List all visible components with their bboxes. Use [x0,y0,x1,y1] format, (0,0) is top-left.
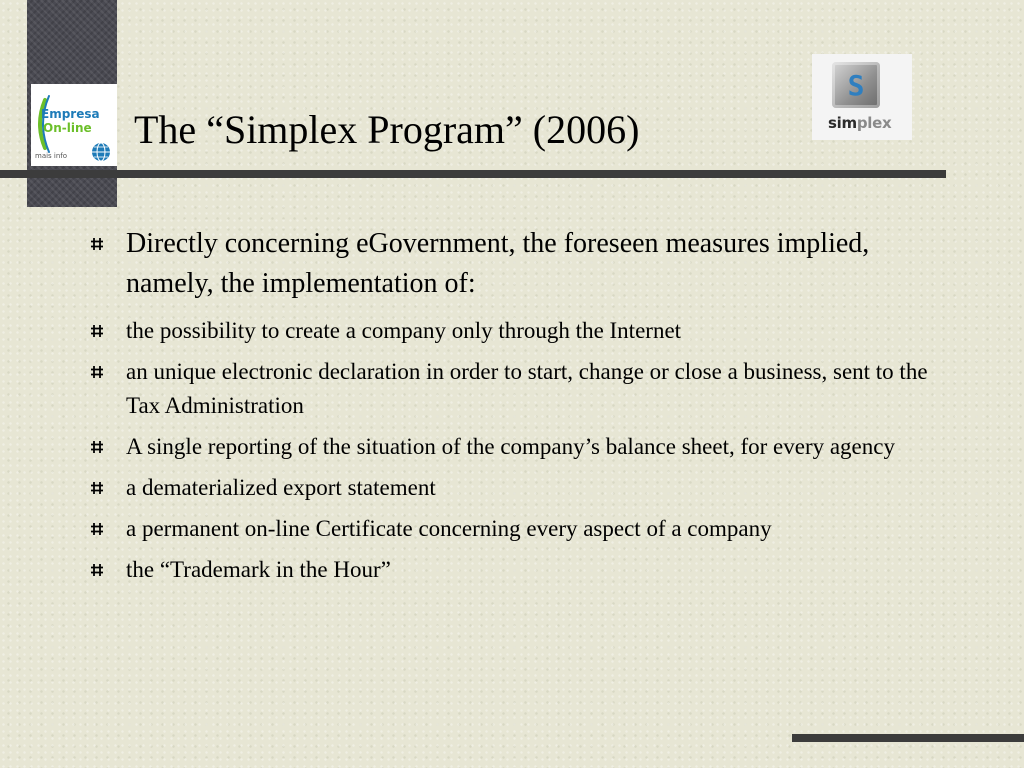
empresa-logo-line2: On-line [43,121,92,135]
bullet-item [88,430,938,464]
slide-title: The “Simplex Program” (2006) [134,107,640,152]
simplex-key-glyph: S [847,69,865,102]
bullet-text: an unique electronic declaration in order to start, change or close a business, sent to the Tax Administration [126,359,928,418]
hash-bullet-icon [90,237,104,251]
bullet-text: A single reporting of the situation of the company’s balance sheet, for every agency [126,434,895,459]
simplex-wordmark [828,114,891,132]
empresa-online-logo-graphic [31,84,117,166]
bullet-item [88,224,938,304]
bullet-item [88,314,938,348]
empresa-logo-line1: Empresa [41,107,100,121]
bullet-text: Directly concerning eGovernment, the foreseen measures implied, namely, the implementation of: [126,228,870,299]
simplex-key-icon [832,62,880,108]
hash-bullet-icon [90,324,104,338]
bullet-item [88,355,938,423]
bullet-item [88,512,938,546]
bullet-text: a dematerialized export statement [126,475,436,500]
empresa-online-logo [31,84,117,166]
simplex-logo [812,54,912,140]
simplex-word-head: sim [828,114,857,132]
hash-bullet-icon [90,365,104,379]
bullet-item [88,553,938,587]
empresa-logo-tagline: mais info [35,152,68,160]
hash-bullet-icon [90,481,104,495]
hash-bullet-icon [90,563,104,577]
globe-icon [92,143,110,161]
bullet-item [88,471,938,505]
bullet-text: a permanent on-line Certificate concerning every aspect of a company [126,516,772,541]
bullet-list [88,224,938,594]
simplex-word-tail: plex [856,114,892,132]
hash-bullet-icon [90,522,104,536]
bullet-text: the possibility to create a company only through the Internet [126,318,682,343]
hash-bullet-icon [90,440,104,454]
bullet-text: the “Trademark in the Hour” [126,557,391,582]
footer-rule [792,734,1024,742]
title-divider-rule [0,170,946,178]
